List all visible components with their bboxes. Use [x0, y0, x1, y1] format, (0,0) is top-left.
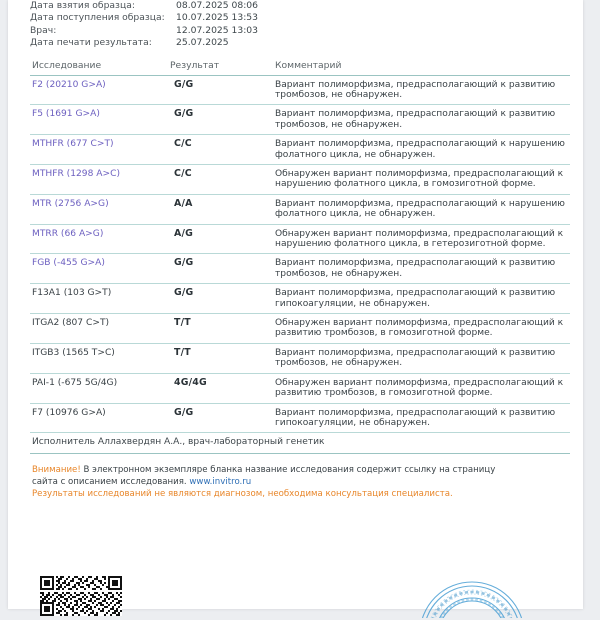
test-comment: Вариант полиморфизма, предрасполагающий к развитию тромбозов, не обнаружен.: [273, 105, 570, 135]
test-result: G/G: [168, 403, 273, 433]
test-name: ITGA2 (807 C>T): [30, 314, 168, 344]
report-page: [8, 0, 583, 609]
test-result: G/G: [168, 254, 273, 284]
table-row: [30, 75, 570, 105]
official-seal-image: [416, 576, 528, 618]
table-row: [30, 314, 570, 344]
test-comment: Вариант полиморфизма, предрасполагающий к развитию тромбозов, не обнаружен.: [273, 254, 570, 284]
test-name[interactable]: F2 (20210 G>A): [30, 75, 168, 105]
warning-word: Внимание!: [32, 465, 81, 476]
test-result: T/T: [168, 314, 273, 344]
metadata-label: Дата печати результата:: [30, 37, 152, 49]
table-row: [30, 105, 570, 135]
test-name: F13A1 (103 G>T): [30, 284, 168, 314]
column-header-name: Исследование: [30, 60, 168, 76]
disclaimer-note: Результаты исследований не являются диагнозом, необходима консультация специалиста.: [32, 489, 453, 500]
metadata-row: [30, 13, 258, 25]
test-name: PAI-1 (-675 5G/4G): [30, 373, 168, 403]
test-name[interactable]: MTHFR (1298 A>C): [30, 165, 168, 195]
test-result: G/G: [168, 284, 273, 314]
table-row: [30, 254, 570, 284]
metadata-value: 25.07.2025: [176, 37, 229, 49]
test-name: ITGB3 (1565 T>C): [30, 343, 168, 373]
metadata-value: 10.07.2025 13:53: [176, 12, 259, 24]
test-comment: Вариант полиморфизма, предрасполагающий к развитию тромбозов, не обнаружен.: [273, 343, 570, 373]
results-table-head: [30, 60, 570, 76]
metadata-label: Дата поступления образца:: [30, 12, 165, 24]
test-result: T/T: [168, 343, 273, 373]
test-result: 4G/4G: [168, 373, 273, 403]
table-row: [30, 194, 570, 224]
disclaimer-block: [30, 465, 510, 500]
disclaimer-body: В электронном экземпляре бланка название исследования содержит ссылку на страницу сайта с описанием исследования.: [32, 465, 496, 487]
test-result: C/C: [168, 135, 273, 165]
test-comment: Вариант полиморфизма, предрасполагающий к развитию тромбозов, не обнаружен.: [273, 75, 570, 105]
table-row: [30, 373, 570, 403]
qr-code: [40, 576, 122, 616]
test-name[interactable]: MTR (2756 A>G): [30, 194, 168, 224]
metadata-value: 12.07.2025 13:03: [176, 24, 259, 36]
test-result: A/A: [168, 194, 273, 224]
table-row: [30, 224, 570, 254]
table-row: [30, 343, 570, 373]
test-name[interactable]: MTRR (66 A>G): [30, 224, 168, 254]
test-result: G/G: [168, 75, 273, 105]
test-name[interactable]: F5 (1691 G>A): [30, 105, 168, 135]
column-header-comment: Комментарий: [273, 60, 570, 76]
performer-line: Исполнитель Аллахвердян А.А., врач-лабораторный генетик: [30, 433, 570, 454]
test-comment: Вариант полиморфизма, предрасполагающий к развитию гипокоагуляции, не обнаружен.: [273, 284, 570, 314]
test-result: G/G: [168, 105, 273, 135]
table-row: [30, 165, 570, 195]
test-comment: Обнаружен вариант полиморфизма, предрасполагающий к развитию тромбозов, в гомозиготной форме.: [273, 314, 570, 344]
official-seal: [416, 576, 528, 618]
column-header-result: Результат: [168, 60, 273, 76]
test-result: A/G: [168, 224, 273, 254]
metadata-label: Дата взятия образца:: [30, 0, 135, 11]
results-header-row: [30, 60, 570, 76]
test-comment: Вариант полиморфизма, предрасполагающий к нарушению фолатного цикла, не обнаружен.: [273, 194, 570, 224]
test-result: C/C: [168, 165, 273, 195]
test-comment: Обнаружен вариант полиморфизма, предрасполагающий к нарушению фолатного цикла, в гетерозиготной форме.: [273, 224, 570, 254]
report-content: [30, 0, 570, 501]
metadata-label: Врач:: [30, 24, 57, 36]
results-table-body: [30, 75, 570, 433]
test-comment: Обнаружен вариант полиморфизма, предрасполагающий к развитию тромбозов, в гомозиготной форме.: [273, 373, 570, 403]
table-row: [30, 403, 570, 433]
results-table: [30, 60, 570, 434]
table-row: [30, 135, 570, 165]
metadata-value: 08.07.2025 08:06: [176, 0, 259, 11]
test-comment: Обнаружен вариант полиморфизма, предрасполагающий к нарушению фолатного цикла, в гомозиготной форме.: [273, 165, 570, 195]
qr-code-image: [40, 576, 122, 616]
sample-metadata-body: [30, 1, 258, 51]
table-row: [30, 284, 570, 314]
test-comment: Вариант полиморфизма, предрасполагающий к развитию гипокоагуляции, не обнаружен.: [273, 403, 570, 433]
test-comment: Вариант полиморфизма, предрасполагающий к нарушению фолатного цикла, не обнаружен.: [273, 135, 570, 165]
test-name: F7 (10976 G>A): [30, 403, 168, 433]
metadata-row: [30, 38, 258, 50]
test-name[interactable]: MTHFR (677 C>T): [30, 135, 168, 165]
invitro-site-link[interactable]: www.invitro.ru: [189, 476, 252, 487]
test-name[interactable]: FGB (-455 G>A): [30, 254, 168, 284]
sample-metadata: [30, 1, 258, 51]
